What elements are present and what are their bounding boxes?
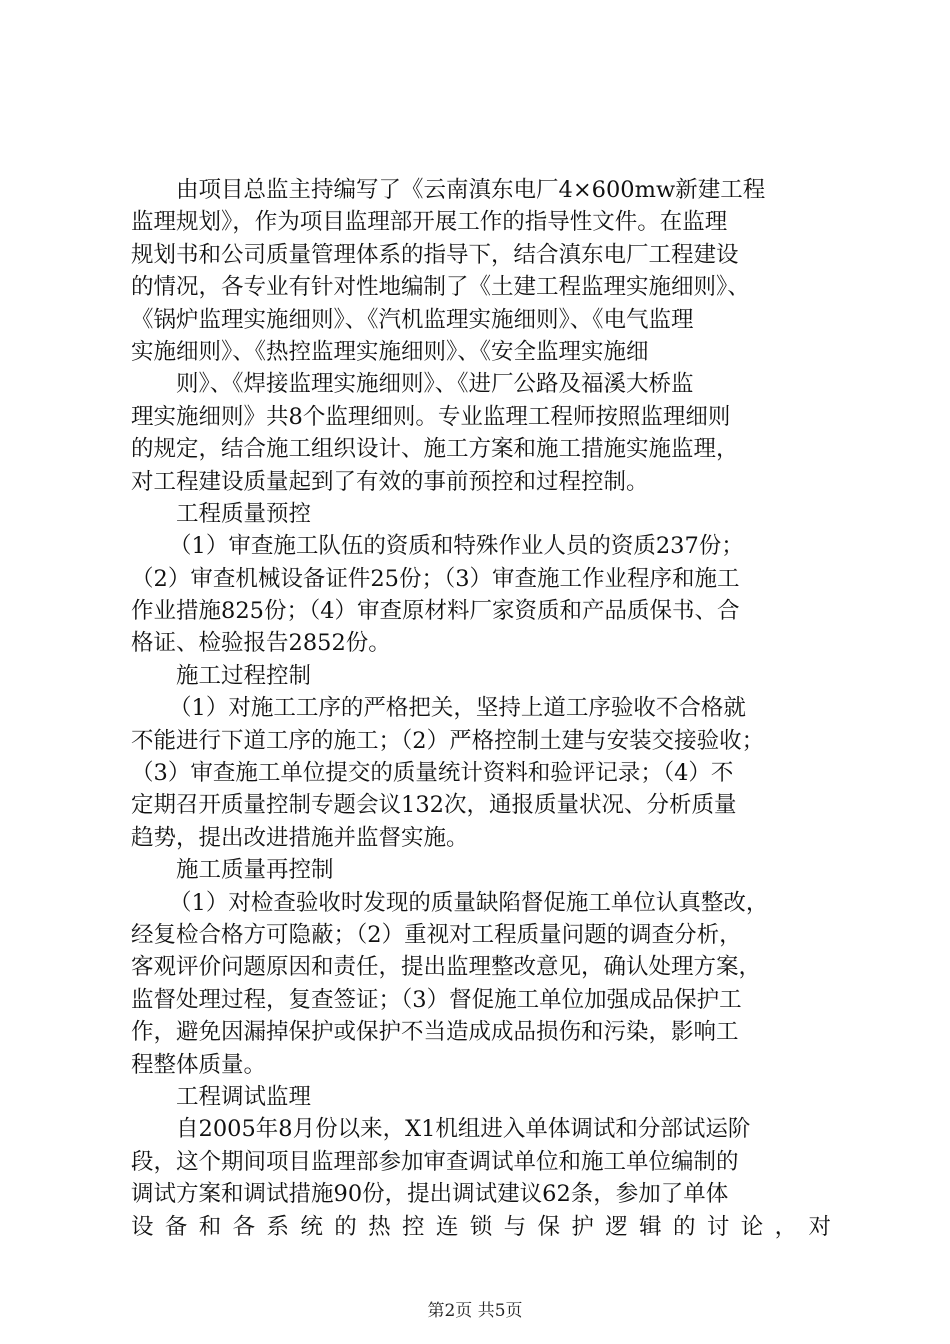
paragraph-line: 则》、《焊接监理实施细则》、《进厂公路及福溪大桥监	[176, 371, 694, 398]
paragraph-line: （2）审查机械设备证件25份；（3）审查施工作业程序和施工	[131, 565, 740, 592]
paragraph-line: 趋势，提出改进措施并监督实施。	[131, 824, 469, 851]
paragraph-line: 调试方案和调试措施90份，提出调试建议62条，参加了单体	[131, 1181, 729, 1208]
paragraph-line: 程整体质量。	[131, 1051, 267, 1078]
paragraph-line: 监督处理过程，复查签证；（3）督促施工单位加强成品保护工	[131, 986, 742, 1013]
paragraph-line: （1）审查施工队伍的资质和特殊作业人员的资质237份；	[169, 533, 744, 560]
paragraph-line: 《锅炉监理实施细则》、《汽机监理实施细则》、《电气监理	[131, 306, 694, 333]
paragraph-line: 理实施细则》共8个监理细则。专业监理工程师按照监理细则	[131, 403, 731, 430]
document-body	[131, 174, 831, 1243]
paragraph-line: （1）对检查验收时发现的质量缺陷督促施工单位认真整改，	[169, 889, 769, 916]
paragraph-line: 格证、检验报告2852份。	[131, 630, 391, 657]
paragraph-line: 作，避免因漏掉保护或保护不当造成成品损伤和污染，影响工	[131, 1019, 739, 1046]
paragraph-line: 监理规划》，作为项目监理部开展工作的指导性文件。在监理	[131, 209, 728, 236]
paragraph-line: 不能进行下道工序的施工；（2）严格控制土建与安装交接验收；	[131, 727, 765, 754]
paragraph-line: 规划书和公司质量管理体系的指导下，结合滇东电厂工程建设	[131, 241, 739, 268]
paragraph-line: 作业措施825份；（4）审查原材料厂家资质和产品质保书、合	[131, 598, 740, 625]
page-number-footer: 第2页 共5页	[427, 1301, 523, 1321]
paragraph-line: 由项目总监主持编写了《云南滇东电厂4×600mw新建工程	[176, 177, 766, 203]
section-heading: 施工过程控制	[176, 662, 312, 689]
paragraph-line: 对工程建设质量起到了有效的事前预控和过程控制。	[131, 468, 649, 495]
section-heading: 工程质量预控	[176, 500, 312, 527]
paragraph-line: 客观评价问题原因和责任，提出监理整改意见，确认处理方案，	[131, 954, 762, 981]
paragraph-line: 的情况，各专业有针对性地编制了《土建工程监理实施细则》、	[131, 274, 750, 301]
paragraph-line: （3）审查施工单位提交的质量统计资料和验评记录；（4）不	[131, 760, 734, 787]
paragraph-line: 实施细则》、《热控监理实施细则》、《安全监理实施细	[131, 338, 649, 365]
paragraph-line: 设备和各系统的热控连锁与保护逻辑的讨论，对	[131, 1213, 831, 1240]
paragraph-line: （1）对施工工序的严格把关，坚持上道工序验收不合格就	[169, 695, 746, 722]
paragraph-line: 段，这个期间项目监理部参加审查调试单位和施工单位编制的	[131, 1148, 739, 1175]
paragraph-line: 自2005年8月份以来，X1机组进入单体调试和分部试运阶	[176, 1116, 751, 1143]
paragraph-line: 定期召开质量控制专题会议132次，通报质量状况、分析质量	[131, 792, 737, 819]
paragraph-line: 的规定，结合施工组织设计、施工方案和施工措施实施监理，	[131, 436, 739, 463]
paragraph-line: 经复检合格方可隐蔽；（2）重视对工程质量问题的调查分析，	[131, 921, 742, 948]
section-heading: 工程调试监理	[176, 1083, 312, 1110]
section-heading: 施工质量再控制	[176, 857, 334, 884]
